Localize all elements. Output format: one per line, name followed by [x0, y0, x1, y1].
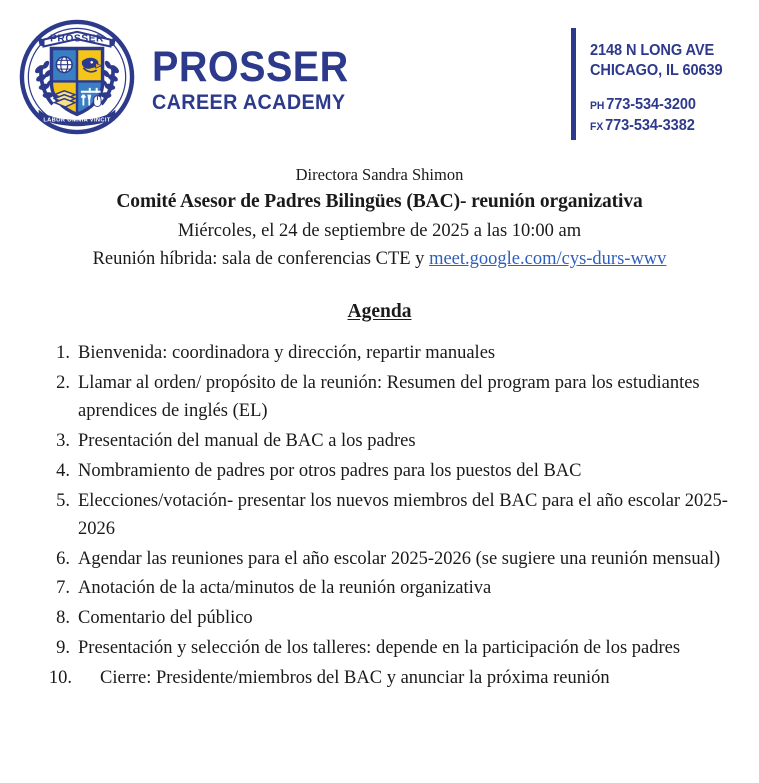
principal-name: Directora Sandra Shimon [295, 165, 464, 184]
agenda-item [22, 604, 737, 632]
agenda-item-text: Bienvenida: coordinadora y dirección, repartir manuales [78, 343, 496, 364]
meeting-header [22, 162, 737, 273]
globe-icon [56, 57, 72, 73]
crest-top-banner-text: PROSSER [50, 33, 104, 45]
school-crest-icon [18, 18, 136, 136]
agenda-item-text: Anotación de la acta/minutos de la reunión organizativa [78, 578, 492, 599]
agenda-item [22, 457, 737, 485]
meeting-datetime: Miércoles, el 24 de septiembre de 2025 a las 10:00 am [177, 220, 582, 241]
address-city-state-zip: CHICAGO, IL 60639 [590, 61, 723, 79]
school-brand [18, 18, 366, 136]
phone-number: 773-534-3200 [606, 96, 696, 114]
phone-label: PH [590, 100, 605, 113]
contact-block [571, 28, 731, 140]
agenda-list [22, 339, 737, 692]
agenda-item-number: 2. [56, 372, 70, 393]
agenda-item-text: Comentario del público [78, 608, 253, 629]
contact-accent-rule [571, 28, 576, 140]
school-address [590, 41, 723, 80]
agenda-item-text: Elecciones/votación- presentar los nuevos miembros del BAC para el año escolar 2025-2026 [78, 490, 728, 539]
phone-line [590, 95, 723, 115]
wordmark-secondary: CAREER ACADEMY [152, 89, 346, 114]
agenda-item [22, 634, 737, 662]
agenda-item [22, 545, 737, 573]
agenda-item-text: Presentación y selección de los talleres: depende en la participación de los padres [78, 638, 681, 659]
agenda-item [22, 664, 737, 692]
agenda-heading [22, 301, 737, 323]
agenda-item-number: 5. [56, 490, 70, 511]
agenda-item [22, 369, 737, 426]
agenda-item-text: Presentación del manual de BAC a los padres [78, 430, 416, 451]
meeting-location-text: Reunión híbrida: sala de conferencias CTE y [92, 248, 430, 269]
agenda-item-number: 6. [56, 548, 70, 569]
agenda-item [22, 574, 737, 602]
document-body [0, 162, 759, 692]
page-title: Comité Asesor de Padres Bilingües (BAC)- reunión organizativa [116, 191, 643, 213]
agenda-item-text: Llamar al orden/ propósito de la reunión: Resumen del program para los estudiantes aprendices de inglés (EL) [78, 372, 700, 422]
agenda-item-number: 8. [56, 608, 70, 629]
agenda-item [22, 427, 737, 455]
address-street: 2148 N LONG AVE [590, 42, 715, 59]
google-meet-link[interactable]: meet.google.com/cys-durs-wwv [429, 248, 667, 269]
meeting-location [22, 245, 737, 273]
agenda-item-number: 1. [56, 343, 70, 364]
agenda-item-number: 4. [56, 460, 70, 481]
fax-line [590, 116, 723, 136]
books-icon [54, 91, 75, 107]
school-wordmark [152, 40, 366, 115]
agenda-item-text: Nombramiento de padres por otros padres para los puestos del BAC [78, 460, 582, 481]
agenda-item-text: Cierre: Presidente/miembros del BAC y anunciar la próxima reunión [100, 667, 610, 688]
wordmark-primary: PROSSER [152, 42, 349, 91]
agenda-item [22, 487, 737, 544]
agenda-item-number: 3. [56, 430, 70, 451]
agenda-item [22, 339, 737, 367]
school-phone-numbers [590, 95, 723, 136]
agenda-item-number: 10. [48, 667, 72, 688]
agenda-heading-text: Agenda [347, 300, 412, 322]
letterhead [0, 0, 759, 162]
agenda-item-number: 7. [56, 578, 70, 599]
fax-label: FX [590, 120, 604, 133]
agenda-item-text: Agendar las reuniones para el año escolar 2025-2026 (se sugiere una reunión mensual) [78, 548, 721, 569]
crest-bottom-banner-text: LABOR OMNIA VINCIT [43, 117, 111, 124]
fax-number: 773-534-3382 [605, 116, 695, 134]
agenda-item-number: 9. [56, 638, 70, 659]
